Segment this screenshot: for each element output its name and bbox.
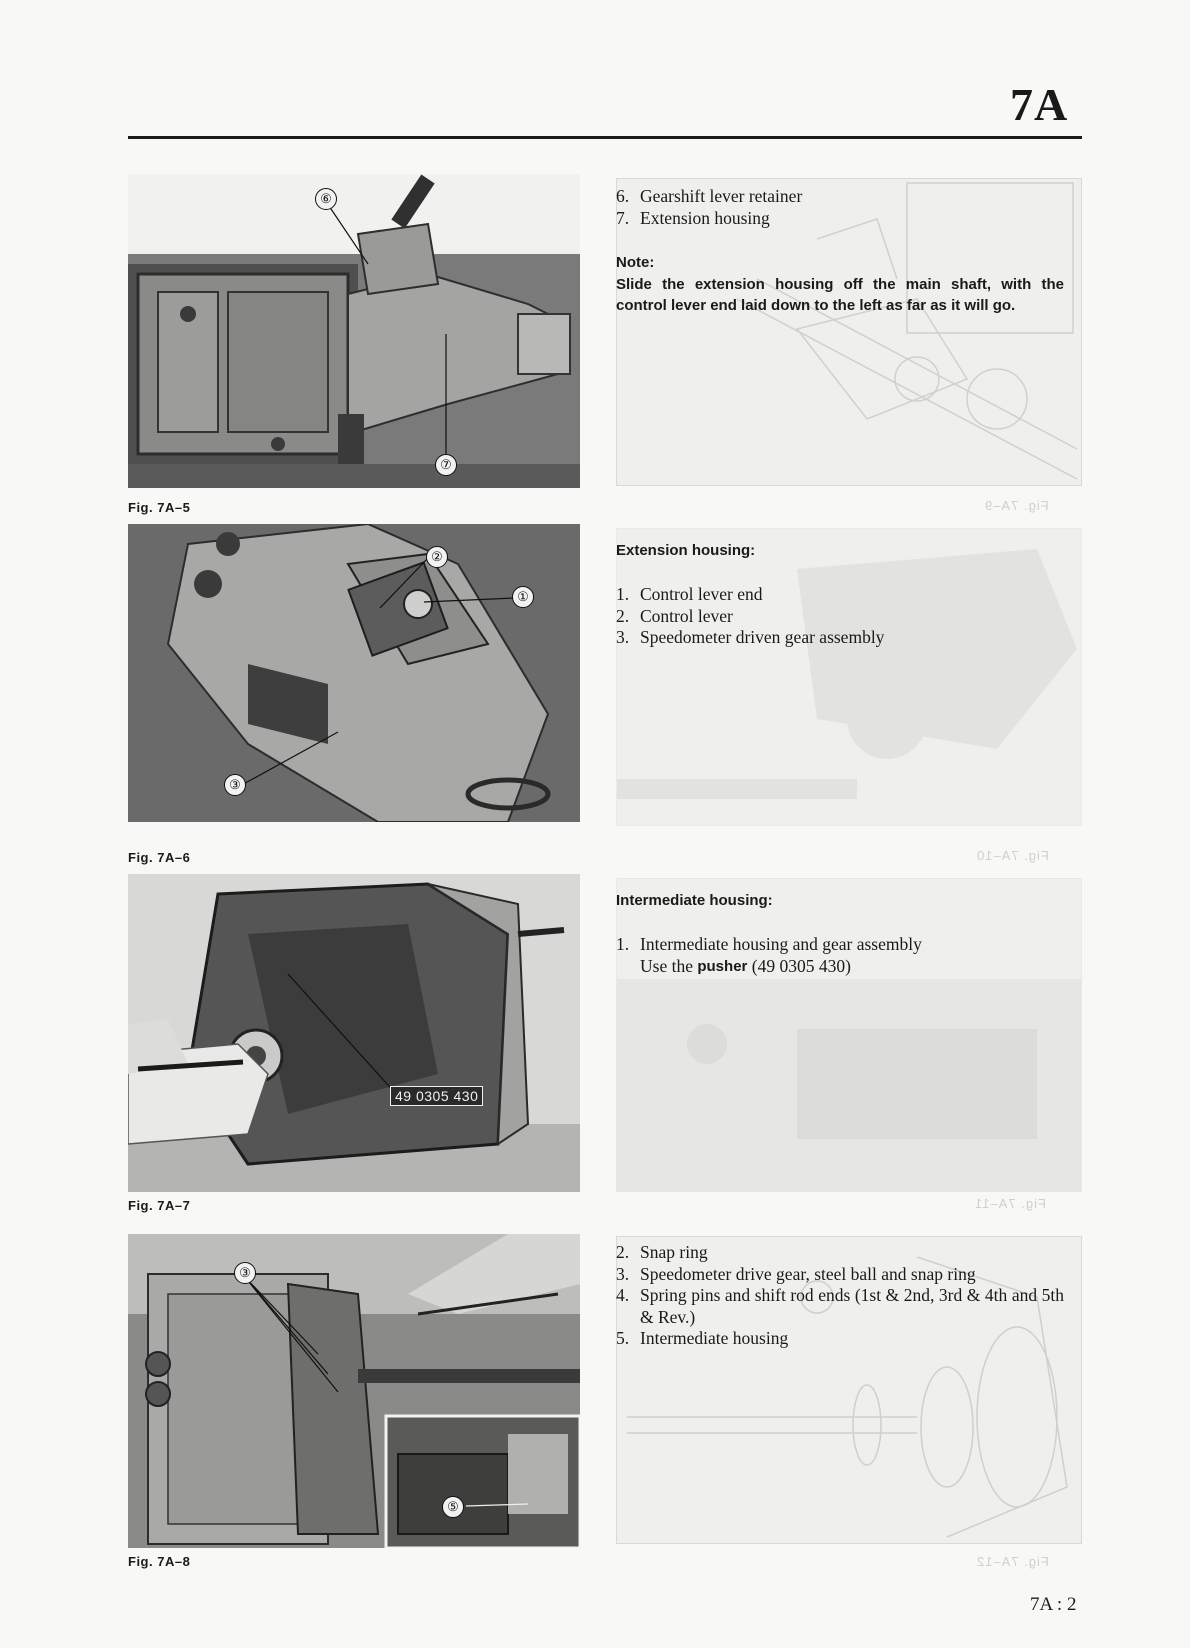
list-item (616, 627, 1066, 649)
ghost-figure-label: Fig. 7A–12 (976, 1554, 1049, 1569)
callout-7: ⑦ (435, 454, 457, 476)
list-item-number: 1. (616, 934, 630, 954)
list-item-text: Spring pins and shift rod ends (1st & 2nd, 3rd & 4th and 5th & Rev.) (640, 1285, 1064, 1327)
ghost-figure-label: Fig. 7A–10 (976, 848, 1049, 863)
figure-photo-7a-5 (128, 174, 580, 488)
section-heading-intermediate-housing: Intermediate housing: (616, 892, 773, 909)
tool-number: (49 0305 430) (751, 955, 851, 976)
use-tool-line (616, 956, 1066, 978)
figure-label-7a-8: Fig. 7A–8 (128, 1554, 191, 1569)
list-item-number: 5. (616, 1328, 630, 1348)
figure-label-7a-5: Fig. 7A–5 (128, 500, 191, 515)
figure-label-7a-6: Fig. 7A–6 (128, 850, 191, 865)
header-rule (128, 136, 1082, 139)
ghost-figure-label: Fig. 7A–11 (974, 1196, 1046, 1211)
figure-photo-7a-7 (128, 874, 580, 1192)
chapter-number: 7A (1010, 79, 1069, 130)
section-heading-extension-housing: Extension housing: (616, 542, 756, 559)
faded-drawing-7a-10 (616, 528, 1082, 826)
ghost-figure-label: Fig. 7A–9 (984, 498, 1049, 513)
list-item (616, 186, 1066, 208)
list-item-text: Extension housing (640, 207, 770, 228)
callout-5: ⑤ (442, 1496, 464, 1518)
page-number: 7A : 2 (1030, 1594, 1077, 1615)
list-item-text: Speedometer drive gear, steel ball and snap ring (640, 1263, 976, 1284)
list-item-text: Control lever (640, 605, 733, 626)
list-item-number: 6. (616, 186, 630, 206)
list-item-text: Speedometer driven gear assembly (640, 627, 885, 647)
list-item-text: Intermediate housing (640, 1328, 789, 1348)
figure-label-7a-7: Fig. 7A–7 (128, 1198, 191, 1213)
figure-7a-8-text (616, 1242, 1064, 1350)
list-item (616, 934, 1066, 956)
faded-drawing-7a-11 (616, 878, 1082, 1192)
list-item (616, 1285, 1064, 1328)
list-item-number: 4. (616, 1285, 630, 1305)
list-item (616, 606, 1066, 628)
list-item (616, 208, 1066, 230)
list-item (616, 1242, 1064, 1264)
list-item-number: 2. (616, 605, 630, 626)
list-item-number: 2. (616, 1242, 630, 1262)
list-item-text: Snap ring (640, 1242, 708, 1262)
list-item-number: 3. (616, 1263, 630, 1284)
list-item-number: 3. (616, 627, 630, 647)
tool-name: pusher (697, 957, 748, 975)
figure-photo-7a-8 (128, 1234, 580, 1548)
figure-7a-6-text (616, 584, 1066, 649)
list-item-text: Control lever end (640, 584, 763, 604)
note-text: Slide the extension housing off the main shaft, with the control lever end laid down to the left as far as it will go. (616, 276, 1064, 314)
use-prefix: Use the (640, 955, 693, 976)
list-item-number: 1. (616, 584, 630, 604)
callout-3: ③ (234, 1262, 256, 1284)
callout-1: ① (512, 586, 534, 608)
list-item (616, 584, 1066, 606)
list-item (616, 1328, 1064, 1350)
list-item-text: Gearshift lever retainer (640, 186, 803, 206)
list-item-number: 7. (616, 207, 630, 228)
note-title: Note: (616, 254, 655, 271)
figure-photo-7a-6 (128, 524, 580, 822)
callout-2: ② (426, 546, 448, 568)
figure-7a-7-text (616, 934, 1066, 977)
figure-7a-5-text (616, 186, 1066, 229)
list-item-text: Intermediate housing and gear assembly (640, 934, 922, 954)
list-item (616, 1264, 1064, 1286)
tool-number-tag: 49 0305 430 (390, 1086, 483, 1106)
callout-3: ③ (224, 774, 246, 796)
callout-6: ⑥ (315, 188, 337, 210)
